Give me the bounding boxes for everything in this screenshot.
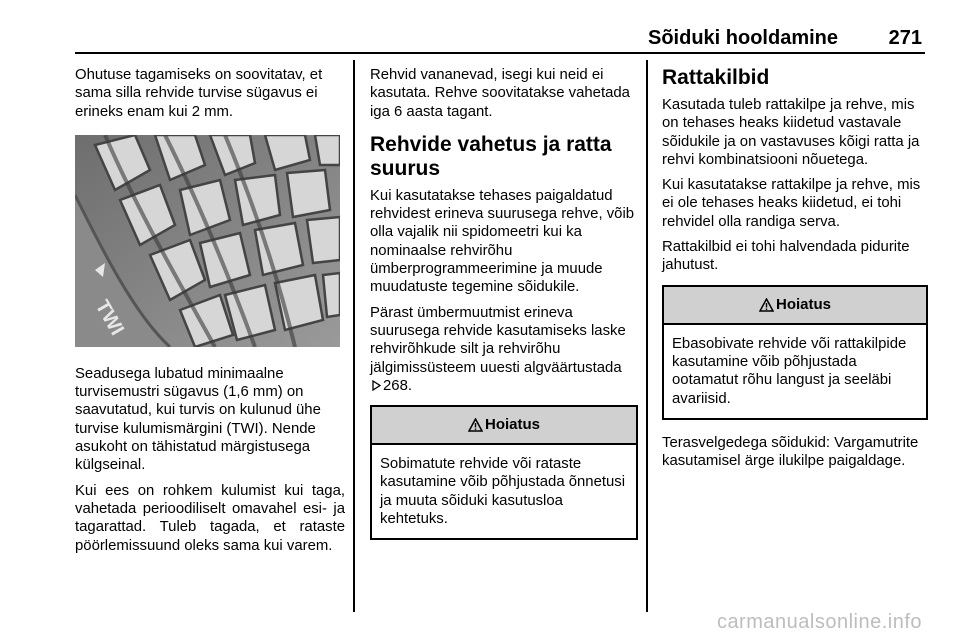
paragraph-tyre-size: Kui kasutatakse tehases paigaldatud rehvidest erineva suurusega rehve, võib olla vajalik nii spidomeetri kui ka nominaalse rehvirõhu ümberprogrammeerimine ja muude muudatuste tegemine sõidukile. (370, 187, 635, 296)
warning-triangle-icon (468, 418, 483, 432)
column-3 (662, 66, 928, 477)
warning-box-tyres (370, 405, 638, 540)
paragraph-reinitialise (370, 304, 638, 395)
page-header-title: Sõiduki hooldamine (647, 27, 838, 49)
page-number: 271 (888, 27, 922, 49)
warning-title: Hoiatus (775, 295, 831, 313)
heading-wheel-covers: Rattakilbid (662, 66, 770, 89)
paragraph-tread-difference: Ohutuse tagamiseks on soovitatav, et sama silla rehvide turvise sügavus ei erineks enam kui 2 mm. (75, 67, 323, 120)
paragraph-rotate-wheels: Kui ees on rohkem kulumist kui taga, vahetada perioodiliselt omavahel esi- ja tagarattad. Tuleb tagada, et rataste pöörlemissuund oleks sama kui varem. (75, 482, 345, 554)
header-divider (75, 52, 925, 54)
reinitialise-text: Pärast ümbermuutmist erineva suurusega rehvide kasutamiseks laske rehvirõhkude silt ja rehvirõhu jälgimissüsteem uuesti algväärtustada (370, 304, 626, 376)
watermark: carmanualsonline.info (716, 611, 922, 633)
warning-box-covers (662, 285, 928, 420)
warning-triangle-icon (759, 298, 774, 312)
paragraph-minimum-depth: Seadusega lubatud minimaalne turvisemustri sügavus (1,6 mm) on saavutatud, kui turvis on kulunud ühe turvise kulumismärgini (TWI). Nende asukoht on tähistatud märgistusega külgseinal. (75, 365, 321, 474)
column-1 (75, 66, 345, 562)
paragraph-unapproved-covers: Kui kasutatakse rattakilpe ja rehve, mis ei ole tehases heaks kiidetud, ei tohi rehvidel olla randiga serva. (662, 177, 921, 230)
warning-body: Sobimatute rehvide või rataste kasutamine võib põhjustada õnnetusi ja muuta sõiduki kasutusloa kehtetuks. (380, 456, 626, 528)
page-reference-link[interactable]: 268. (383, 377, 412, 394)
warning-header (372, 407, 636, 445)
column-divider-1 (353, 60, 355, 612)
paragraph-brake-cooling: Rattakilbid ei tohi halvendada pidurite jahutust. (662, 239, 910, 274)
twi-label: TWI (90, 296, 129, 340)
warning-header (664, 287, 926, 325)
page-reference-arrow-icon (372, 380, 381, 391)
column-2 (370, 66, 638, 554)
paragraph-approved-covers: Kasutada tuleb rattakilpe ja rehve, mis on tehases heaks kiidetud vastavale sõidukile ja on vastavuses kõigi ratta ja rehvi kombinatsiooni nõuetega. (662, 97, 920, 168)
paragraph-tyre-aging: Rehvid vananevad, isegi kui neid ei kasutata. Rehve soovitatakse vahetada iga 6 aasta tagant. (370, 67, 630, 120)
heading-tyre-change: Rehvide vahetus ja ratta suurus (370, 132, 612, 180)
warning-body: Ebasobivate rehvide või rattakilpide kasutamine võib põhjustada ootamatut rõhu langust ja seeläbi avariisid. (672, 335, 907, 407)
warning-title: Hoiatus (484, 416, 540, 433)
tire-tread-illustration (75, 135, 340, 347)
paragraph-steel-rims: Terasvelgedega sõidukid: Vargamutrite kasutamisel ärge ilukilpe paigaldage. (662, 434, 919, 470)
column-divider-2 (646, 60, 648, 612)
